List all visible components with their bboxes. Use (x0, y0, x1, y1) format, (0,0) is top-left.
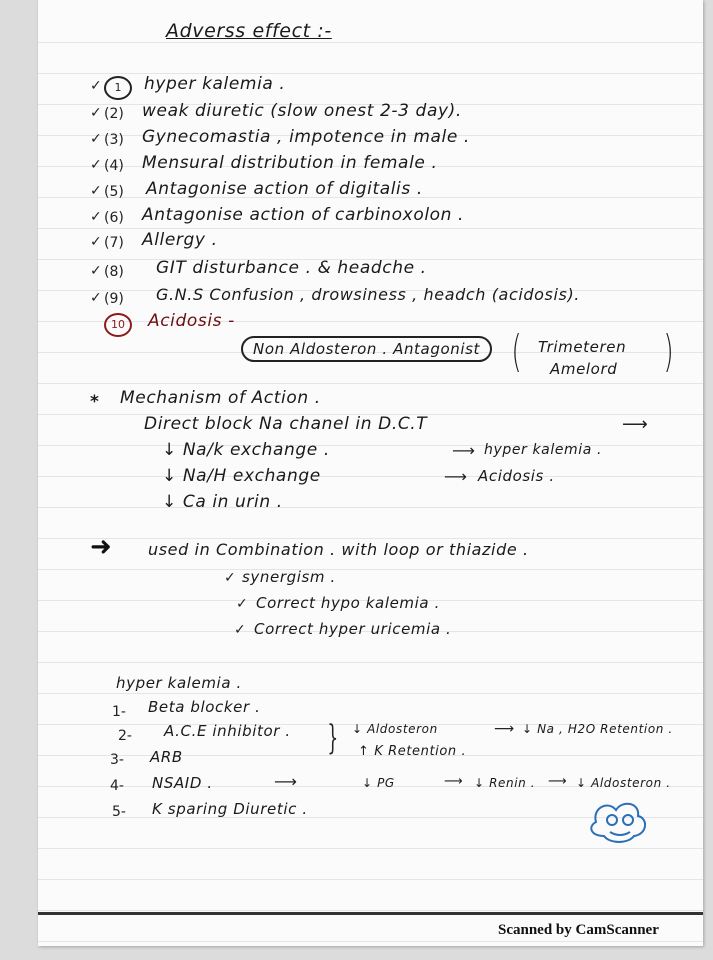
combination-item: synergism . (242, 568, 336, 586)
mechanism-result: Acidosis . (478, 467, 555, 485)
effect-item: Antagonise action of carbinoxolon . (142, 205, 465, 225)
cause-item: Beta blocker . (148, 698, 261, 716)
effect-number: (2) (104, 106, 124, 122)
footer-divider (38, 912, 703, 915)
effect-item: Gynecomastia , impotence in male . (142, 127, 470, 147)
pg-line: ↓ PG (362, 776, 395, 790)
aldosteron-end: ↓ Aldosteron . (576, 776, 671, 790)
effect-number: (7) (104, 235, 124, 251)
star-icon: * (90, 392, 100, 412)
arrow-right-icon: ⟶ (452, 441, 475, 460)
effect-number: (5) (104, 184, 124, 200)
cause-item: K sparing Diuretic . (152, 800, 308, 818)
effect-item: hyper kalemia . (144, 74, 286, 94)
notebook-page (38, 0, 703, 946)
checkmark-icon: ✓ (90, 131, 102, 147)
mechanism-heading: Mechanism of Action . (120, 388, 321, 408)
drug-trimeteren: Trimeteren (538, 338, 627, 356)
aldosteron-result: ↓ Na , H2O Retention . (522, 722, 673, 736)
combination-item: Correct hyper uricemia . (254, 620, 452, 638)
effect-item: Acidosis - (148, 311, 235, 331)
hyperkalemia-heading: hyper kalemia . (116, 674, 242, 692)
effect-number: (4) (104, 158, 124, 174)
checkmark-icon: ✓ (90, 234, 102, 250)
brace-icon: } (327, 718, 339, 758)
effect-item: Antagonise action of digitalis . (146, 179, 423, 199)
arrow-right-icon: ⟶ (494, 721, 515, 737)
mechanism-line: Direct block Na chanel in D.C.T (144, 414, 428, 434)
cause-number: 2- (118, 728, 132, 744)
mechanism-line: ↓ Ca in urin . (162, 492, 283, 512)
combination-item: Correct hypo kalemia . (256, 594, 440, 612)
arrow-right-icon: ⟶ (548, 774, 567, 789)
effect-number: (6) (104, 210, 124, 226)
cause-number: 5- (112, 804, 126, 820)
arrow-right-icon: ⟶ (444, 467, 467, 486)
checkmark-icon: ✓ (236, 596, 248, 612)
effect-item: Allergy . (142, 230, 218, 250)
mechanism-line: ↓ Na/H exchange (162, 466, 321, 486)
checkmark-icon: ✓ (90, 105, 102, 121)
arrow-right-icon: ⟶ (622, 414, 648, 435)
combination-text: used in Combination . with loop or thiazide . (148, 540, 529, 559)
cause-number: 1- (112, 704, 126, 720)
effect-number: (9) (104, 291, 124, 307)
checkmark-icon: ✓ (234, 622, 246, 638)
effect-item: weak diuretic (slow onest 2-3 day). (142, 101, 462, 121)
page-title: Adverss effect :- (166, 20, 332, 42)
effect-number: 10 (104, 313, 132, 337)
renin-line: ↓ Renin . (474, 776, 536, 790)
effect-item: Mensural distribution in female . (142, 153, 438, 173)
mechanism-result: hyper kalemia . (484, 442, 603, 458)
effect-item: GIT disturbance . & headche . (156, 258, 427, 278)
k-retention: ↑ K Retention . (358, 744, 467, 759)
bold-arrow-icon: ➜ (90, 532, 112, 562)
mechanism-line: ↓ Na/k exchange . (162, 440, 330, 460)
paren-open: ( (511, 326, 522, 377)
checkmark-icon: ✓ (90, 78, 102, 94)
effect-number: (3) (104, 132, 124, 148)
checkmark-icon: ✓ (224, 570, 236, 586)
cause-item: ARB (150, 748, 183, 766)
arrow-right-icon: ⟶ (274, 772, 297, 791)
non-aldosteron-label: Non Aldosteron . Antagonist (241, 336, 492, 362)
effect-item: G.N.S Confusion , drowsiness , headch (acidosis). (156, 285, 580, 304)
cause-number: 4- (110, 778, 124, 794)
drug-amelord: Amelord (550, 360, 618, 378)
effect-number: (8) (104, 264, 124, 280)
effect-number: 1 (104, 76, 132, 100)
cause-item: NSAID . (152, 774, 213, 792)
cartoon-doodle-icon (586, 792, 658, 846)
scanner-watermark: Scanned by CamScanner (498, 922, 659, 938)
checkmark-icon: ✓ (90, 209, 102, 225)
checkmark-icon: ✓ (90, 290, 102, 306)
cause-item: A.C.E inhibitor . (164, 722, 291, 740)
checkmark-icon: ✓ (90, 183, 102, 199)
checkmark-icon: ✓ (90, 157, 102, 173)
paren-close: ) (663, 326, 674, 377)
aldosteron-line: ↓ Aldosteron (352, 722, 438, 736)
checkmark-icon: ✓ (90, 263, 102, 279)
arrow-right-icon: ⟶ (444, 774, 463, 789)
cause-number: 3- (110, 752, 124, 768)
